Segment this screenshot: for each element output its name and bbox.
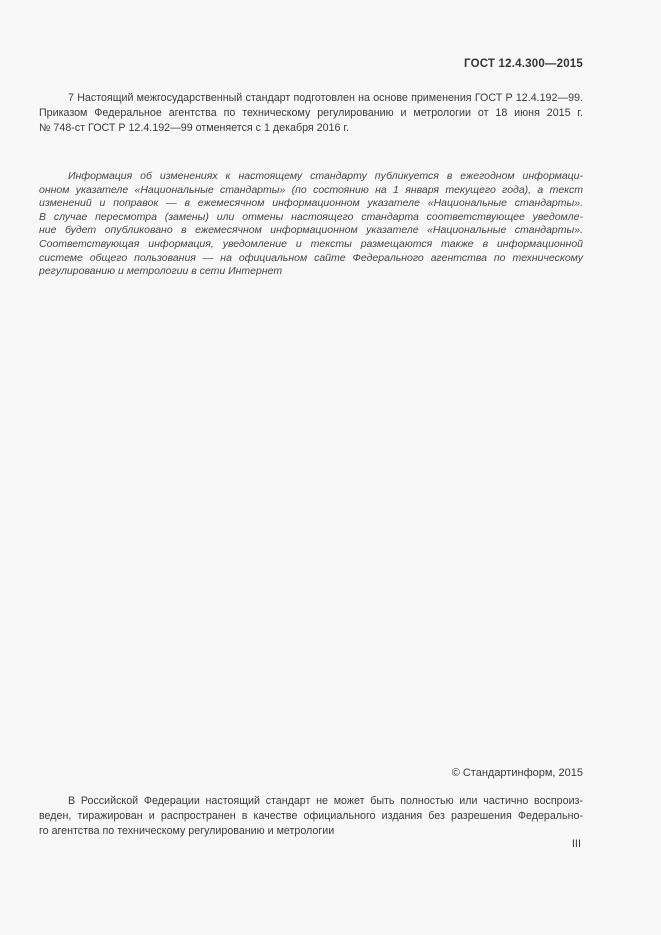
page-number: III [571, 838, 581, 850]
text-line: го агентства по техническому регулированию и метрологии [39, 825, 335, 837]
amendments-notice-paragraph [39, 170, 583, 279]
text-line: онном указателе «Национальные стандарты» (по состоянию на 1 января текущего года), а текст [39, 183, 583, 196]
text-line: ние будет опубликовано в ежемесячном информационном указателе «Национальные стандарты». [39, 224, 583, 237]
text-line: В Российской Федерации настоящий стандарт не может быть полностью или частично воспроиз- [68, 795, 583, 807]
document-number-header: ГОСТ 12.4.300—2015 [464, 58, 583, 70]
text-line: № 748-ст ГОСТ Р 12.4.192—99 отменяется с 1 декабря 2016 г. [39, 122, 349, 134]
text-line: 7 Настоящий межгосударственный стандарт подготовлен на основе применения ГОСТ Р 12.4.192—99. [68, 92, 583, 104]
reproduction-restriction-paragraph [39, 794, 583, 839]
text-line: Информация об изменениях к настоящему стандарту публикуется в ежегодном информаци- [68, 170, 583, 182]
copyright-line: © Стандартинформ, 2015 [451, 767, 583, 779]
text-line: В случае пересмотра (замены) или отмены настоящего стандарта соответствующее уведомле- [39, 210, 583, 223]
preparation-note-paragraph [39, 91, 583, 136]
text-line: веден, тиражирован и распространен в качестве официального издания без разрешения Федерально- [39, 810, 583, 822]
text-line: Приказом Федеральное агентства по техническому регулированию и метрологии от 18 июня 2015 г. [39, 107, 583, 119]
text-line: изменений и поправок — в ежемесячном информационном указателе «Национальные стандарты». [39, 197, 583, 210]
text-line: Соответствующая информация, уведомление и тексты размещаются также в информационной [39, 237, 583, 250]
text-line: регулированию и метрологии в сети Интернет [39, 265, 283, 278]
text-line: системе общего пользования — на официальном сайте Федерального агентства по техническому [39, 251, 583, 264]
